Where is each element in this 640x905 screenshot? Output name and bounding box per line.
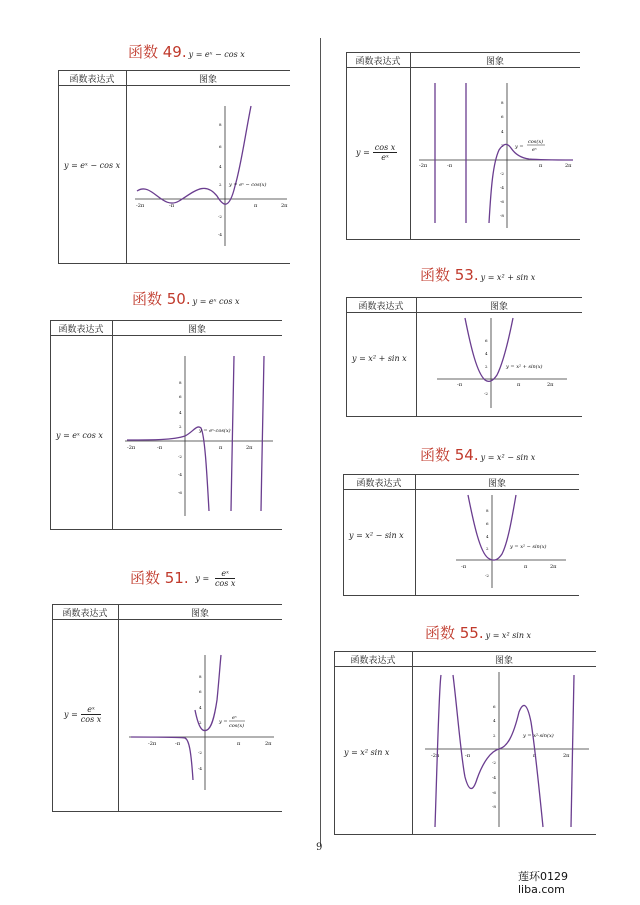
y-tick: -8 — [500, 213, 504, 218]
y-tick: -4 — [218, 232, 222, 237]
graph-51 — [119, 620, 281, 810]
y-tick: 4 — [199, 705, 202, 710]
y-tick: -4 — [492, 775, 496, 780]
curve-label-53: y = x² + sin(x) — [506, 364, 543, 370]
table-49 — [58, 70, 290, 264]
curve-label-den-52: eˣ — [532, 147, 537, 153]
x-tick: π — [254, 203, 258, 209]
table-53 — [346, 297, 582, 417]
curve-50-a — [127, 427, 209, 511]
curve-53 — [465, 318, 513, 381]
x-tick: -π — [169, 203, 174, 209]
x-tick: 2π — [550, 564, 557, 570]
header-graph: 图象 — [485, 57, 504, 67]
graph-53 — [417, 313, 581, 415]
y-tick: 4 — [219, 164, 222, 169]
header-expr: 函数表达式 — [358, 302, 404, 312]
y-tick: -4 — [178, 472, 182, 477]
x-tick: 2π — [265, 741, 272, 747]
title-51: 函数 51. y = $\frac{\text{eˣ}}{\text{cos x}}$ — [130, 569, 236, 588]
y-tick: 6 — [485, 338, 488, 343]
x-tick: -π — [457, 382, 462, 388]
y-tick: 4 — [493, 718, 496, 723]
y-tick: 6 — [486, 521, 489, 526]
y-tick: 2 — [179, 424, 182, 429]
y-tick: 6 — [199, 689, 202, 694]
expr-55: y = x² sin x — [344, 748, 390, 757]
y-tick: 8 — [179, 380, 182, 385]
y-tick: 4 — [501, 129, 504, 134]
x-tick: -2π — [136, 203, 145, 209]
y-tick: -2 — [484, 391, 488, 396]
header-expr: 函数表达式 — [350, 656, 396, 666]
y-tick: -6 — [500, 199, 504, 204]
x-tick: -2π — [431, 753, 440, 759]
curve-label-num-52: cos(x) — [528, 139, 544, 145]
y-tick: 2 — [199, 720, 202, 725]
curve-50-b — [231, 356, 234, 511]
watermark-line2: liba.com — [518, 883, 565, 896]
table-55 — [334, 651, 596, 835]
x-tick: -π — [447, 163, 452, 169]
x-tick: 2π — [547, 382, 554, 388]
graph-55 — [413, 667, 595, 833]
table-51 — [52, 604, 282, 812]
watermark-line1: 莲环0129 — [518, 870, 568, 883]
header-graph: 图象 — [187, 325, 206, 335]
header-expr: 函数表达式 — [356, 479, 402, 489]
x-tick: 2π — [281, 203, 288, 209]
curve-label-55: y = x²·sin(x) — [523, 733, 554, 739]
curve-label-num-51: eˣ — [232, 715, 237, 721]
graph-49 — [127, 86, 289, 262]
x-tick: π — [539, 163, 543, 169]
x-tick: π — [237, 741, 241, 747]
y-tick: -2 — [500, 171, 504, 176]
y-tick: 2 — [493, 733, 496, 738]
page-number: 9 — [316, 842, 323, 853]
graph-52 — [411, 68, 579, 238]
x-tick: -2π — [148, 741, 157, 747]
y-tick: 6 — [219, 144, 222, 149]
header-expr: 函数表达式 — [69, 75, 115, 85]
header-graph: 图象 — [190, 609, 209, 619]
curve-label-den-51: cos(x) — [229, 723, 245, 729]
table-50 — [50, 320, 282, 530]
title-55: 函数 55. y = x² sin x — [425, 624, 532, 642]
header-graph: 图象 — [494, 656, 513, 666]
y-tick: 2 — [485, 364, 488, 369]
header-expr: 函数表达式 — [355, 57, 401, 67]
curve-55-a — [435, 675, 441, 827]
expr-53: y = x² + sin x — [352, 354, 407, 363]
column-divider — [320, 38, 321, 846]
header-expr: 函数表达式 — [62, 609, 108, 619]
y-tick: 8 — [219, 122, 222, 127]
header-graph: 图象 — [487, 479, 506, 489]
expr-52: y = $\frac{\text{cos x}}{\text{eˣ}}$ — [356, 143, 396, 162]
expr-54: y = x² − sin x — [349, 531, 404, 540]
y-tick: -4 — [500, 185, 504, 190]
header-graph: 图象 — [198, 75, 217, 85]
expr-50: y = eˣ cos x — [56, 431, 103, 440]
graph-54 — [416, 490, 578, 594]
curve-label-prefix-52: y = — [515, 144, 524, 150]
y-tick: -2 — [178, 454, 182, 459]
expr-49: y = eˣ − cos x — [64, 161, 121, 170]
curve-label-49: y = eˣ − cos(x) — [229, 182, 267, 188]
graph-50 — [113, 336, 281, 528]
title-49: 函数 49. y = eˣ − cos x — [128, 43, 245, 61]
y-tick: -2 — [198, 750, 202, 755]
y-tick: 8 — [199, 674, 202, 679]
y-tick: 8 — [501, 100, 504, 105]
x-tick: -2π — [419, 163, 428, 169]
watermark — [518, 870, 568, 896]
x-tick: 2π — [565, 163, 572, 169]
title-50: 函数 50. y = eˣ cos x — [132, 290, 240, 308]
y-tick: -2 — [492, 760, 496, 765]
y-tick: 8 — [486, 508, 489, 513]
y-tick: 6 — [493, 704, 496, 709]
x-tick: π — [533, 753, 537, 759]
y-tick: 6 — [179, 394, 182, 399]
curve-50-c — [261, 356, 264, 511]
y-tick: -2 — [485, 573, 489, 578]
x-tick: π — [517, 382, 521, 388]
x-tick: -π — [157, 445, 162, 451]
y-tick: 2 — [219, 182, 222, 187]
y-tick: 2 — [486, 546, 489, 551]
curve-label-54: y = x² − sin(x) — [510, 544, 547, 550]
y-tick: 4 — [486, 534, 489, 539]
x-tick: π — [524, 564, 528, 570]
curve-label-50: y = eˣ·cos(x) — [199, 428, 231, 434]
title-53: 函数 53. y = x² + sin x — [420, 266, 536, 284]
y-tick: 6 — [501, 114, 504, 119]
curve-49 — [137, 106, 251, 204]
y-tick: -6 — [178, 490, 182, 495]
y-tick: -4 — [198, 766, 202, 771]
y-tick: 4 — [179, 410, 182, 415]
title-54: 函数 54. y = x² − sin x — [420, 446, 536, 464]
header-graph: 图象 — [489, 302, 508, 312]
header-expr: 函数表达式 — [58, 325, 104, 335]
x-tick: -π — [461, 564, 466, 570]
x-tick: -π — [465, 753, 470, 759]
curve-55-c — [571, 675, 574, 827]
x-tick: -π — [175, 741, 180, 747]
y-tick: -6 — [492, 790, 496, 795]
curve-55-b — [453, 675, 543, 827]
y-tick: 4 — [485, 351, 488, 356]
x-tick: -2π — [127, 445, 136, 451]
x-tick: 2π — [563, 753, 570, 759]
x-tick: π — [219, 445, 223, 451]
y-tick: -2 — [218, 214, 222, 219]
table-54 — [343, 474, 579, 596]
curve-51-a — [131, 737, 193, 780]
x-tick: 2π — [246, 445, 253, 451]
y-tick: 2 — [501, 143, 504, 148]
expr-51: y = $\frac{\text{eˣ}}{\text{cos x}}$ — [64, 705, 102, 724]
table-52 — [346, 52, 580, 240]
y-tick: -8 — [492, 804, 496, 809]
curve-52-c — [489, 144, 573, 223]
curve-label-prefix-51: y = — [219, 719, 228, 725]
